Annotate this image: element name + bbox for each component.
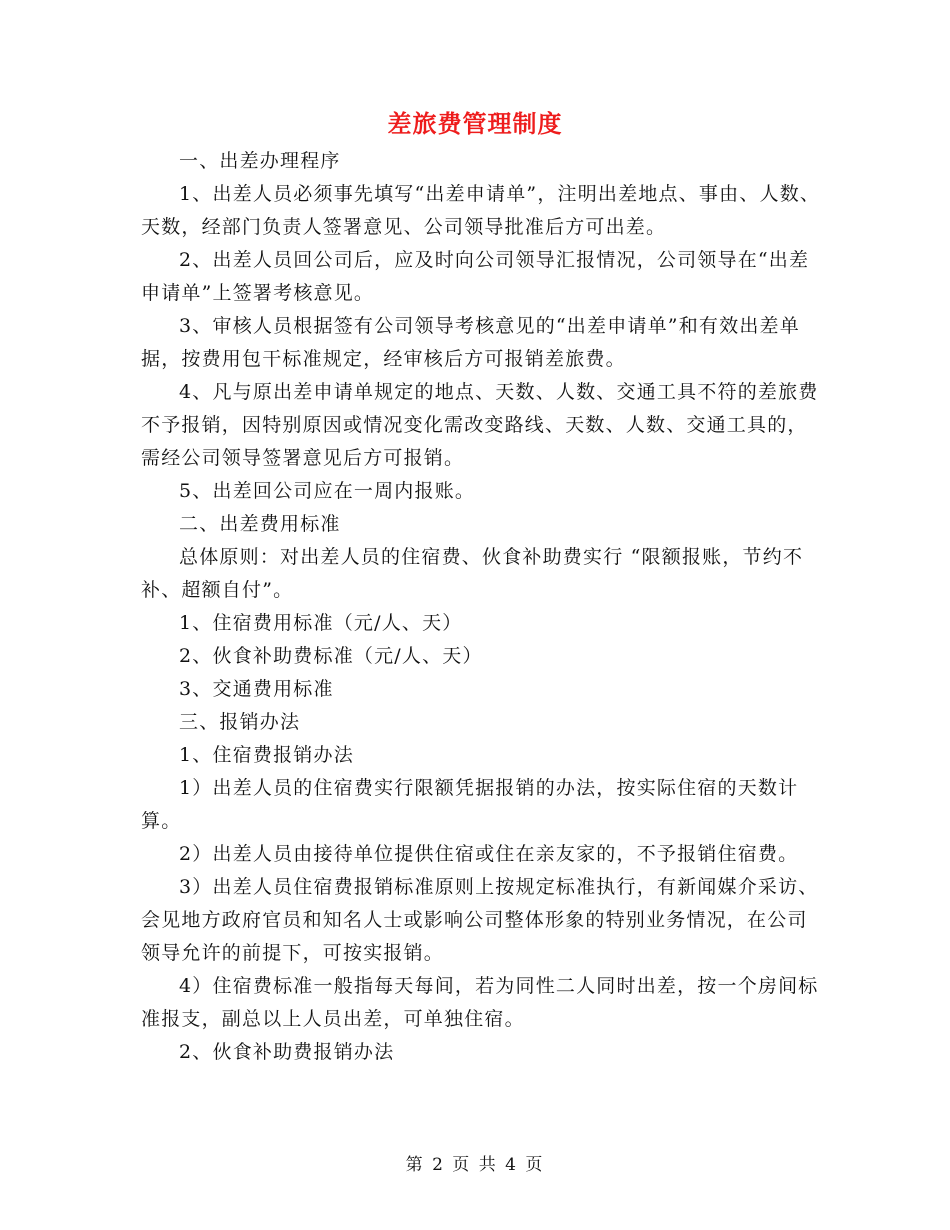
document-title: 差旅费管理制度 (387, 109, 563, 138)
section-heading: 三、报销办法 (179, 711, 301, 733)
paragraph: 3）出差人员住宿费报销标准原则上按规定标准执行，有新闻媒介采访、会见地方政府官员和知名人士或影响公司整体形象的特别业务情况，在公司领导允许的前提下，可按实报销。 (141, 876, 819, 964)
paragraph: 总体原则：对出差人员的住宿费、伙食补助费实行 “限额报账，节约不补、超额自付”。 (141, 546, 804, 601)
paragraph: 5、出差回公司应在一周内报账。 (179, 480, 476, 502)
paragraph: 4、凡与原出差申请单规定的地点、天数、人数、交通工具不符的差旅费不予报销，因特别原因或情况变化需改变路线、天数、人数、交通工具的，需经公司领导签署意见后方可报销。 (141, 381, 819, 469)
paragraph: 2、伙食补助费标准（元/人、天） (179, 645, 483, 667)
paragraph: 1）出差人员的住宿费实行限额凭据报销的办法，按实际住宿的天数计算。 (141, 777, 799, 832)
section-heading: 二、出差费用标准 (179, 513, 341, 535)
paragraph: 3、交通费用标准 (179, 678, 334, 700)
paragraph: 2、伙食补助费报销办法 (179, 1041, 395, 1063)
paragraph: 2、出差人员回公司后，应及时向公司领导汇报情况，公司领导在“出差申请单”上签署考核意见。 (141, 249, 810, 304)
paragraph: 3、审核人员根据签有公司领导考核意见的“出差申请单”和有效出差单据，按费用包干标准规定，经审核后方可报销差旅费。 (141, 315, 800, 370)
paragraph: 2）出差人员由接待单位提供住宿或住在亲友家的，不予报销住宿费。 (179, 843, 799, 865)
paragraph: 1、出差人员必须事先填写“出差申请单”，注明出差地点、事由、人数、天数，经部门负责人签署意见、公司领导批准后方可出差。 (141, 183, 821, 238)
section-heading: 一、出差办理程序 (179, 150, 341, 172)
paragraph: 1、住宿费报销办法 (179, 744, 354, 766)
paragraph: 1、住宿费用标准（元/人、天） (179, 612, 463, 634)
document-body (141, 145, 821, 1069)
paragraph: 4）住宿费标准一般指每天每间，若为同性二人同时出差，按一个房间标准报支，副总以上人员出差，可单独住宿。 (141, 975, 819, 1030)
page-number-footer: 第 2 页 共 4 页 (405, 1155, 545, 1175)
